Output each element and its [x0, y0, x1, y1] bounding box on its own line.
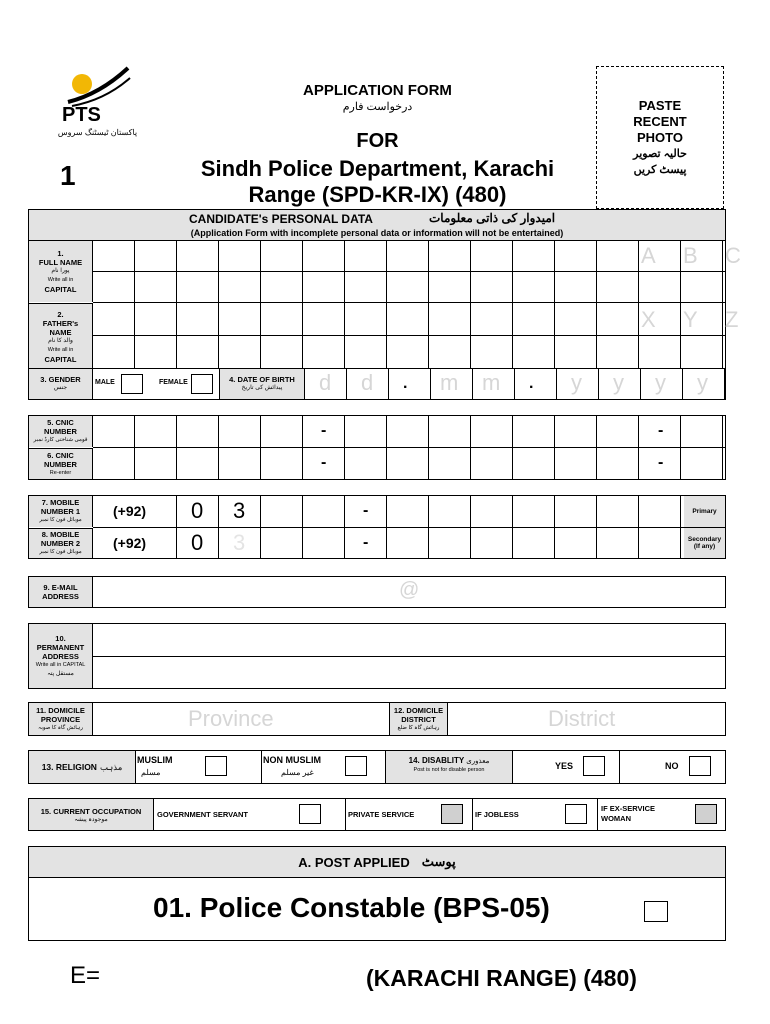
photo-line-2: RECENT — [633, 113, 687, 129]
nonmuslim-label: NON MUSLIM — [263, 755, 321, 765]
dob-y2: y — [613, 370, 624, 395]
male-checkbox[interactable] — [121, 374, 143, 394]
mobile-block — [28, 495, 726, 559]
gov-checkbox[interactable] — [299, 804, 321, 824]
name-ghost-a: A — [641, 243, 656, 268]
father-ghost-x: X — [641, 307, 656, 332]
gender-urdu: جنس — [53, 385, 68, 391]
address-note: Write all in CAPITAL — [35, 661, 86, 668]
dept-line-1: Sindh Police Department, Karachi — [200, 156, 555, 181]
mobile2-urdu: موبائل فون کا نمبر — [39, 549, 82, 555]
footer-right: (KARACHI RANGE) (480) — [366, 965, 637, 991]
exservice-checkbox[interactable] — [695, 804, 717, 824]
for-label: FOR — [356, 130, 399, 152]
dob-grid[interactable] — [305, 369, 725, 399]
footer-left: E= — [70, 962, 101, 989]
province-urdu: رہائش گاہ کا صوبہ — [38, 724, 83, 731]
primary-text: Primary — [692, 508, 717, 515]
muslim-urdu: مسلم — [141, 768, 161, 777]
cnic-label — [29, 416, 93, 447]
mobile2-b: NUMBER 2 — [40, 539, 81, 548]
email-input[interactable] — [93, 577, 725, 607]
name-urdu: پورا نام — [51, 268, 70, 274]
photo-urdu-1: حالیہ تصویر — [633, 147, 687, 160]
religion-label — [29, 751, 136, 783]
dob-y3: y — [655, 370, 666, 395]
photo-line-1: PASTE — [638, 97, 682, 113]
primary-label — [684, 496, 725, 527]
no-label: NO — [665, 761, 679, 771]
logo-brand: PTS — [62, 104, 101, 126]
father-note: Write all in — [47, 346, 74, 353]
photo-box[interactable] — [596, 66, 724, 209]
photo-urdu-2: پیسٹ کریں — [633, 163, 687, 176]
mobile2-code: (+92) — [113, 535, 147, 551]
name-note: Write all in — [47, 277, 74, 283]
mobile1-zero: 0 — [191, 498, 204, 523]
occ-div-1 — [345, 799, 346, 830]
religion-urdu: مذہب — [99, 761, 123, 772]
religion-row — [28, 750, 726, 784]
gender-text: 3. GENDER — [40, 375, 81, 384]
personal-title-urdu: امیدوار کی ذاتی معلومات — [429, 211, 556, 225]
father-l3: CAPITAL — [44, 354, 77, 364]
occ-div-2 — [472, 799, 473, 830]
cnic-dash-1: - — [321, 422, 327, 439]
name-ghost-b: B — [683, 243, 698, 268]
logo-urdu: پاکستان ٹیسٹنگ سروس — [57, 128, 138, 137]
gov-label: GOVERNMENT SERVANT — [157, 810, 248, 819]
mobile1-b: NUMBER 1 — [40, 507, 81, 516]
address-num: 10. — [55, 633, 66, 643]
jobless-checkbox[interactable] — [565, 804, 587, 824]
post-name: 01. Police Constable (BPS-05) — [153, 892, 550, 923]
email-label — [29, 577, 93, 607]
mobile2-zero: 0 — [191, 530, 204, 555]
province-input[interactable] — [93, 703, 390, 735]
cnic-dash-4: - — [658, 454, 664, 471]
religion-divider — [261, 751, 262, 783]
father-num: 2. — [57, 309, 64, 319]
yes-checkbox[interactable] — [583, 756, 605, 776]
nonmuslim-checkbox[interactable] — [345, 756, 367, 776]
mobile1-a: 7. MOBILE — [41, 498, 80, 507]
exservice-l2: WOMAN — [601, 814, 631, 823]
name-grid[interactable] — [93, 241, 741, 369]
name-block — [28, 241, 741, 369]
cnic-reenter-label — [29, 448, 93, 479]
district-label — [390, 703, 448, 735]
dob-d1: d — [319, 370, 332, 395]
dob-label — [219, 369, 305, 399]
female-label: FEMALE — [159, 379, 188, 386]
province-label — [29, 703, 93, 735]
domicile-row — [28, 702, 726, 736]
jobless-label: IF JOBLESS — [475, 810, 519, 819]
exservice-l1: IF EX-SERVICE — [601, 804, 656, 813]
dob-y4: y — [697, 370, 708, 395]
post-urdu: پوسٹ — [421, 854, 456, 869]
cnic-grid[interactable] — [93, 416, 725, 479]
name-num: 1. — [57, 249, 64, 258]
address-urdu: مستقل پتہ — [47, 670, 74, 677]
district-urdu: رہائش گاہ کا ضلع — [397, 724, 440, 731]
cnic-urdu: قومی شناختی کارڈ نمبر — [33, 437, 88, 443]
email-l1: 9. E-MAIL — [43, 583, 78, 592]
mobile-grid[interactable] — [93, 496, 725, 558]
district-l1: 12. DOMICILE — [393, 705, 444, 715]
female-checkbox[interactable] — [191, 374, 213, 394]
form-number: 1 — [60, 160, 76, 191]
post-applied-header — [28, 846, 726, 878]
father-label — [29, 303, 93, 369]
cnic-block — [28, 415, 726, 480]
cnic-r2: NUMBER — [44, 459, 77, 469]
dept-line-2: Range (SPD-KR-IX) (480) — [248, 182, 507, 207]
muslim-label: MUSLIM — [137, 755, 173, 765]
district-input[interactable] — [448, 703, 725, 735]
district-l2: DISTRICT — [401, 714, 436, 724]
pts-logo — [50, 64, 145, 144]
disability-text: 14. DISABLITY — [408, 756, 465, 765]
occupation-text: 15. CURRENT OCCUPATION — [40, 806, 142, 816]
private-label: PRIVATE SERVICE — [348, 810, 415, 819]
dob-d2: d — [361, 370, 374, 395]
father-ghost-y: Y — [683, 307, 698, 332]
father-l1: FATHER's — [42, 318, 79, 328]
dob-m2: m — [482, 370, 501, 395]
personal-data-header — [28, 209, 726, 241]
dob-sep-2: . — [529, 375, 534, 392]
exservice-label — [601, 804, 655, 824]
email-l2: ADDRESS — [42, 592, 79, 601]
name-l1: FULL NAME — [38, 258, 83, 267]
mobile2-a: 8. MOBILE — [41, 530, 80, 539]
cnic-l2: NUMBER — [44, 427, 77, 436]
province-l2: PROVINCE — [40, 714, 81, 724]
photo-line-3: PHOTO — [637, 129, 683, 145]
disability-note: Post is not for disable person — [413, 767, 485, 773]
address-row — [28, 623, 726, 689]
cnic-dash-3: - — [321, 454, 327, 471]
name-ghost-c: C — [725, 243, 741, 268]
address-l2: ADDRESS — [42, 651, 79, 661]
mobile1-label — [29, 496, 93, 527]
post-checkbox[interactable] — [644, 901, 668, 922]
gender-label — [29, 369, 93, 399]
district-ghost: District — [548, 706, 616, 731]
cnic-rnote: Re-enter — [49, 469, 72, 476]
mobile2-three-ghost: 3 — [233, 530, 246, 555]
cnic-l1: 5. CNIC — [47, 418, 74, 427]
mobile1-three: 3 — [233, 498, 246, 523]
province-ghost: Province — [188, 706, 274, 731]
dob-text: 4. DATE OF BIRTH — [229, 375, 295, 384]
name-l2: CAPITAL — [44, 285, 77, 294]
mobile1-dash: - — [363, 502, 369, 519]
muslim-checkbox[interactable] — [205, 756, 227, 776]
cnic-dash-2: - — [658, 422, 664, 439]
father-urdu: والد کا نام — [48, 337, 73, 344]
dob-y1: y — [571, 370, 582, 395]
occ-div-3 — [597, 799, 598, 830]
post-applied-box — [28, 877, 726, 941]
occupation-row — [28, 798, 726, 831]
name-label — [29, 241, 93, 302]
cnic-r1: 6. CNIC — [47, 450, 74, 460]
father-l2: NAME — [49, 327, 72, 337]
personal-subtitle: (Application Form with incomplete personal data or information will not be entertained) — [190, 228, 564, 238]
male-label: MALE — [95, 379, 115, 386]
dob-m1: m — [440, 370, 459, 395]
email-at-ghost: @ — [399, 579, 420, 601]
nonmuslim-urdu: غیر مسلم — [281, 768, 314, 777]
email-row — [28, 576, 726, 608]
personal-title: CANDIDATE's PERSONAL DATA — [189, 212, 373, 226]
secondary-text: Secondary — [687, 536, 722, 543]
post-title: A. POST APPLIED — [298, 854, 410, 870]
occupation-urdu: موجودہ پیشہ — [74, 816, 108, 823]
address-label — [29, 624, 93, 688]
secondary-ifany: (If any) — [693, 543, 716, 550]
form-title: APPLICATION FORM — [303, 82, 452, 99]
disability-urdu: معذوری — [466, 758, 490, 765]
private-checkbox[interactable] — [441, 804, 463, 824]
father-ghost-z: Z — [725, 307, 739, 332]
province-l1: 11. DOMICILE — [36, 705, 85, 715]
mobile1-urdu: موبائل فون کا نمبر — [39, 517, 82, 523]
religion-text: 13. RELIGION — [41, 762, 97, 772]
mobile1-code: (+92) — [113, 503, 147, 519]
occupation-label — [29, 799, 154, 830]
dob-sep-1: . — [403, 375, 408, 392]
disability-label — [385, 751, 513, 783]
address-input[interactable] — [93, 624, 725, 688]
gender-dob-row — [28, 368, 726, 400]
mobile2-dash: - — [363, 534, 369, 551]
secondary-label — [684, 528, 725, 558]
mobile2-label — [29, 528, 93, 558]
no-checkbox[interactable] — [689, 756, 711, 776]
dob-urdu: پیدائش کی تاریخ — [241, 385, 283, 391]
address-l1: PERMANENT — [36, 642, 85, 652]
yesno-divider — [619, 751, 620, 783]
form-title-urdu: درخواست فارم — [342, 101, 413, 113]
yes-label: YES — [555, 761, 574, 771]
